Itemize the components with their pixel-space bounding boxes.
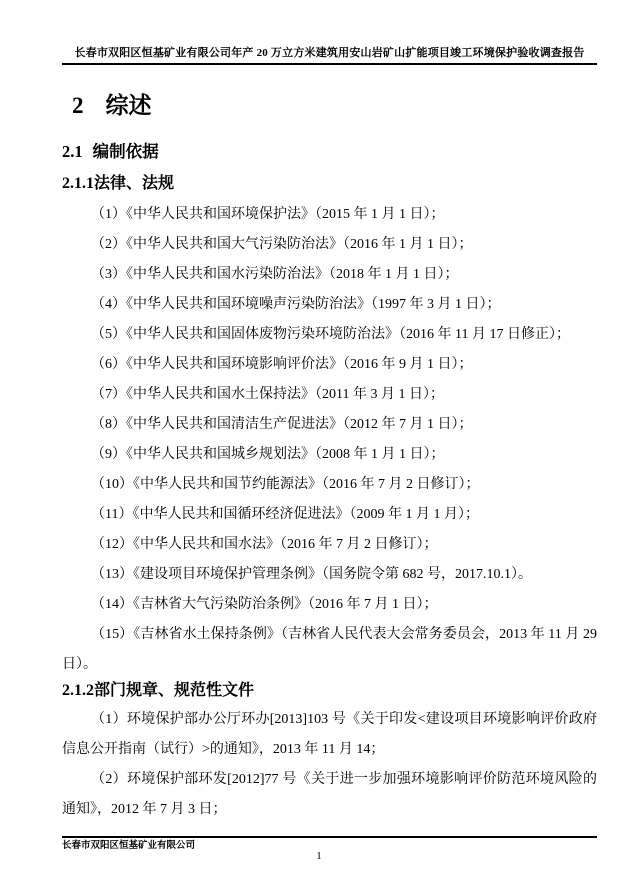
section-number: 2.1 <box>62 142 83 161</box>
law-item: （9）《中华人民共和国城乡规划法》（2008 年 1 月 1 日）； <box>91 447 445 462</box>
law-item: （5）《中华人民共和国固体废物污染环境防治法》（2016 年 11 月 17 日修正）； <box>91 327 570 342</box>
footer-company-name: 长春市双阳区恒基矿业有限公司 <box>62 841 196 851</box>
law-item: （11）《中华人民共和国循环经济促进法》（2009 年 1 月 1 月）； <box>91 507 479 522</box>
law-item: （3）《中华人民共和国水污染防治法》（2018 年 1 月 1 日）； <box>91 267 459 282</box>
regulation-item: （1）环境保护部办公厅环办[2013]103 号《关于印发<建设项目环境影响评价政府信息公开指南（试行）>的通知》，2013 年 11 月 14； <box>62 712 597 757</box>
laws-list <box>62 200 597 680</box>
section-title: 编制依据 <box>92 143 159 161</box>
subsection-title: 法律、法规 <box>94 175 175 192</box>
law-item: （12）《中华人民共和国水法》（2016 年 7 月 2 日修订）； <box>91 537 438 552</box>
page-header <box>62 0 597 65</box>
law-item: （7）《中华人民共和国水土保持法》（2011 年 3 月 1 日）； <box>91 387 444 402</box>
chapter-number: 2 <box>72 93 84 118</box>
header-running-title: 长春市双阳区恒基矿业有限公司年产 20 万立方米建筑用安山岩矿山扩能项目竣工环境保护验收调查报告 <box>74 47 585 59</box>
subsection-number: 2.1.1 <box>62 175 94 192</box>
subsection-heading-laws <box>62 176 597 192</box>
law-item: （4）《中华人民共和国环境噪声污染防治法》（1997 年 3 月 1 日）； <box>91 297 501 312</box>
section-heading <box>62 143 597 161</box>
subsection-title: 部门规章、规范性文件 <box>94 682 255 699</box>
chapter-heading <box>72 93 597 118</box>
regulation-item: （2）环境保护部环发[2012]77 号《关于进一步加强环境影响评价防范环境风险的通知》，2012 年 7 月 3 日； <box>62 772 597 817</box>
regulations-list <box>62 705 597 825</box>
law-item: （14）《吉林省大气污染防治条例》（2016 年 7 月 1 日）； <box>91 597 438 612</box>
law-item: （8）《中华人民共和国清洁生产促进法》（2012 年 7 月 1 日）； <box>91 417 473 432</box>
page-number: 1 <box>316 850 322 862</box>
law-item: （1）《中华人民共和国环境保护法》（2015 年 1 月 1 日）； <box>91 207 445 222</box>
chapter-title: 综述 <box>105 92 152 118</box>
law-item: （6）《中华人民共和国环境影响评价法》（2016 年 9 月 1 日）； <box>91 357 473 372</box>
law-item: （13）《建设项目环境保护管理条例》（国务院令第 682 号，2017.10.1）。 <box>91 567 532 582</box>
subsection-number: 2.1.2 <box>62 682 94 699</box>
subsection-heading-regulations <box>62 683 597 699</box>
document-body <box>62 93 597 825</box>
law-item: （15）《吉林省水土保持条例》（吉林省人民代表大会常务委员会，2013 年 11 月 29 日）。 <box>62 627 597 672</box>
law-item: （10）《中华人民共和国节约能源法》（2016 年 7 月 2 日修订）； <box>91 477 480 492</box>
law-item: （2）《中华人民共和国大气污染防治法》（2016 年 1 月 1 日）； <box>91 237 473 252</box>
